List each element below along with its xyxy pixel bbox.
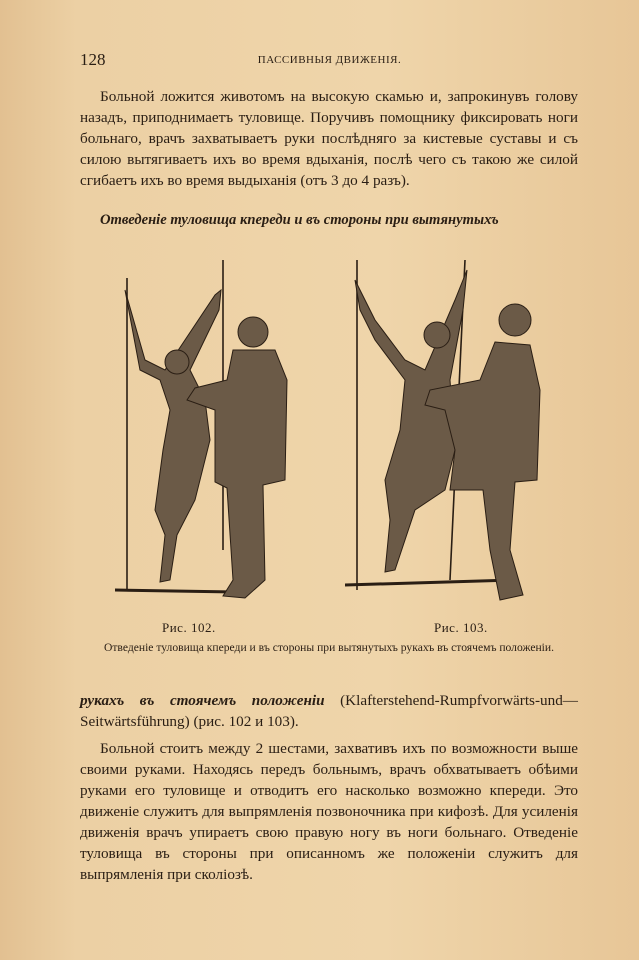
figure-103-illustration xyxy=(345,250,545,610)
paragraph-1: Больной ложится животомъ на высокую скамью и, запрокинувъ голову назадъ, приподнимаетъ туловище. Поручивъ помощнику фиксировать ноги больнаго, врачъ захватываетъ руки послѣдняго за кистевые суставы и съ силою вытягиваетъ ихъ во время вдыханія, послѣ чего съ такою же силой сгибаетъ ихъ во время выдыханія (отъ 3 до 4 разъ). xyxy=(80,88,578,189)
paragraph-3: Больной стоитъ между 2 шестами, захвативъ ихъ по возможности выше своими руками. Находясь передъ больнымъ, врачъ обхватываетъ обѣими руками его туловище и отводитъ его насколько возможно кпереди. Это движеніе служитъ для выпрямленія позвоночника при кифозѣ. Для усиленія движенія врачъ упираетъ свою правую ногу въ ноги больнаго. Отведеніе туловища въ стороны при описанномъ же положеніи служитъ для выпрямленія при сколіозѣ. xyxy=(80,740,578,883)
paragraph-2 xyxy=(80,690,578,732)
running-head: ПАССИВНЫЯ ДВИЖЕНІЯ. xyxy=(257,54,402,66)
exercise-heading: Отведеніе туловища кпереди и въ стороны при вытянутыхъ xyxy=(100,212,499,228)
figure-102-illustration xyxy=(115,250,295,610)
figure-102-label: Рис. 102. xyxy=(162,620,216,635)
paragraph-2-rest: (Klafterstehend-Rumpfvorwärts-und—Seitwärtsführung) (рис. 102 и 103). xyxy=(80,692,578,730)
paragraph-2-italic: рукахъ въ стоячемъ положеніи xyxy=(80,692,325,709)
page-number: 128 xyxy=(80,50,106,69)
figure-caption: Отведеніе туловища кпереди и въ стороны при вытянутыхъ рукахъ въ стоячемъ положеніи. xyxy=(103,641,555,654)
page-header xyxy=(80,50,579,72)
figure-103-label: Рис. 103. xyxy=(434,620,488,635)
